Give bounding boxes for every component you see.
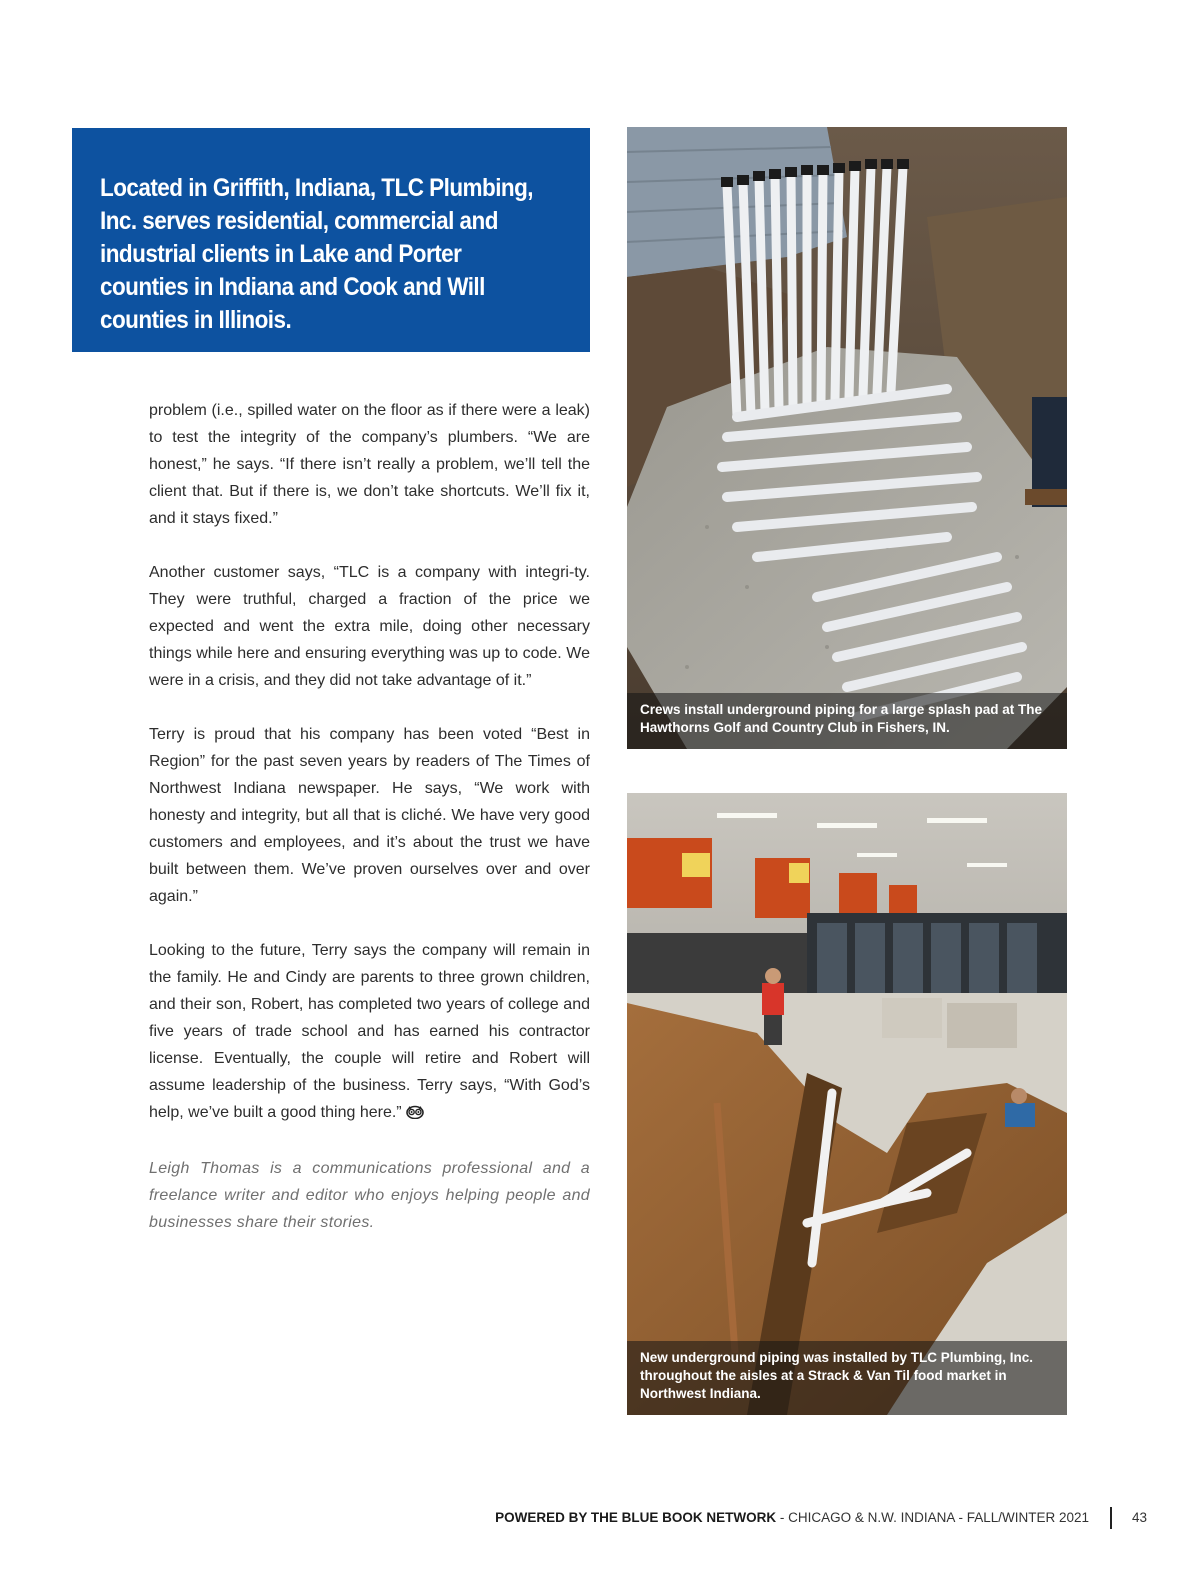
pull-quote-text: Located in Griffith, Indiana, TLC Plumbing, Inc. serves residential, commercial and industrial clients in Lake and Porter counties in Indiana and Cook and Will counties in Illinois. bbox=[100, 174, 534, 334]
photo-caption: New underground piping was installed by TLC Plumbing, Inc. throughout the aisles at a Strack & Van Til food market in Northwest Indiana. bbox=[627, 1341, 1067, 1415]
grocery-photo-illustration bbox=[627, 793, 1067, 1415]
photo-grocery-store-piping bbox=[627, 793, 1067, 1415]
page-footer bbox=[0, 1507, 1200, 1529]
article-paragraph: Another customer says, “TLC is a company with integri-ty. They were truthful, charged a fraction of the price we expected and went the extra mile, doing other necessary things while here and ensuring everything was up to code. We were in a crisis, and they did not take advantage of it.” bbox=[149, 564, 590, 689]
splash-pad-photo-illustration bbox=[627, 127, 1067, 749]
article-body bbox=[149, 397, 590, 1263]
photo-caption: Crews install underground piping for a large splash pad at The Hawthorns Golf and Country Club in Fishers, IN. bbox=[627, 693, 1067, 749]
footer-brand: POWERED BY THE BLUE BOOK NETWORK bbox=[495, 1510, 777, 1525]
article-paragraph-text: Looking to the future, Terry says the company will remain in the family. He and Cindy are parents to three grown children, and their son, Robert, has completed two years of college and five years of trade school and has earned his contractor license. Eventually, the couple will retire and Robert will assume leadership of the business. Terry says, “With God’s help, we’ve built a good thing here.” bbox=[149, 942, 590, 1121]
footer-issue: - CHICAGO & N.W. INDIANA - FALL/WINTER 2021 bbox=[776, 1510, 1089, 1525]
page-number: 43 bbox=[1132, 1510, 1148, 1525]
pull-quote-box bbox=[72, 128, 590, 352]
photo-splash-pad-piping bbox=[627, 127, 1067, 749]
footer-tagline bbox=[495, 1510, 1089, 1525]
owl-end-mark-icon bbox=[406, 1101, 424, 1128]
footer-divider bbox=[1110, 1507, 1112, 1529]
article-paragraph: Terry is proud that his company has been voted “Best in Region” for the past seven years by readers of The Times of Northwest Indiana newspaper. He says, “We work with honesty and integrity, but all that is cliché. We have very good customers and employees, and it’s about the trust we have built between them. We’ve proven ourselves over and over again.” bbox=[149, 726, 590, 905]
article-paragraph-final bbox=[149, 937, 590, 1128]
author-byline: Leigh Thomas is a communications professional and a freelance writer and editor who enjoys helping people and businesses share their stories. bbox=[149, 1160, 590, 1231]
article-paragraph: problem (i.e., spilled water on the floor as if there were a leak) to test the integrity of the company’s plumbers. “We are honest,” he says. “If there isn’t really a problem, we’ll tell the client that. But if there is, we don’t take shortcuts. We’ll fix it, and it stays fixed.” bbox=[149, 402, 590, 527]
